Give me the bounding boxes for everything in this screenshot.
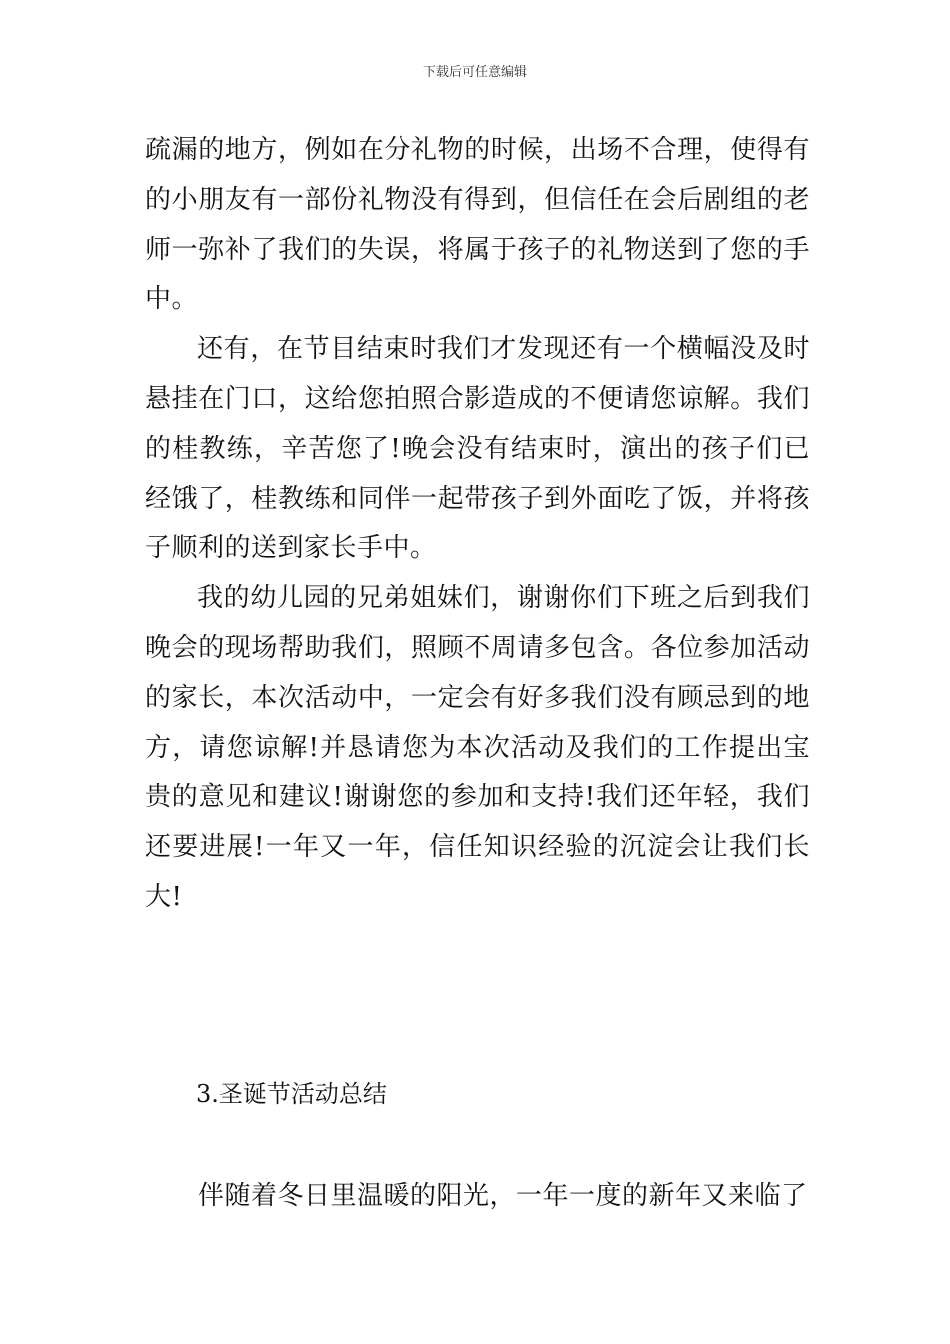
section-heading: 3.圣诞节活动总结 — [196, 1080, 387, 1108]
document-body — [145, 126, 810, 923]
section-first-line: 伴随着冬日里温暖的阳光，一年一度的新年又来临了 — [198, 1181, 808, 1211]
page-header: 下载后可任意编辑 — [422, 65, 527, 80]
paragraph-thanks: 我的幼儿园的兄弟姐妹们，谢谢你们下班之后到我们晚会的现场帮助我们，照顾不周请多包含。各位参加活动的家长，本次活动中，一定会有好多我们没有顾忌到的地方，请您谅解!并恳请您为本次活动及我们的工作提出宝贵的意见和建议!谢谢您的参加和支持!我们还年轻，我们还要进展!一年又一年，信任知识经验的沉淀会让我们长大! — [145, 583, 810, 912]
paragraph-banner: 还有，在节目结束时我们才发现还有一个横幅没及时悬挂在门口，这给您拍照合影造成的不便请您谅解。我们的桂教练，辛苦您了!晚会没有结束时，演出的孩子们已经饿了，桂教练和同伴一起带孩子到外面吃了饭，并将孩子顺利的送到家长手中。 — [145, 334, 810, 564]
paragraph-continuation: 疏漏的地方，例如在分礼物的时候，出场不合理，使得有的小朋友有一部份礼物没有得到，但信任在会后剧组的老师一弥补了我们的失误，将属于孩子的礼物送到了您的手中。 — [145, 135, 810, 315]
